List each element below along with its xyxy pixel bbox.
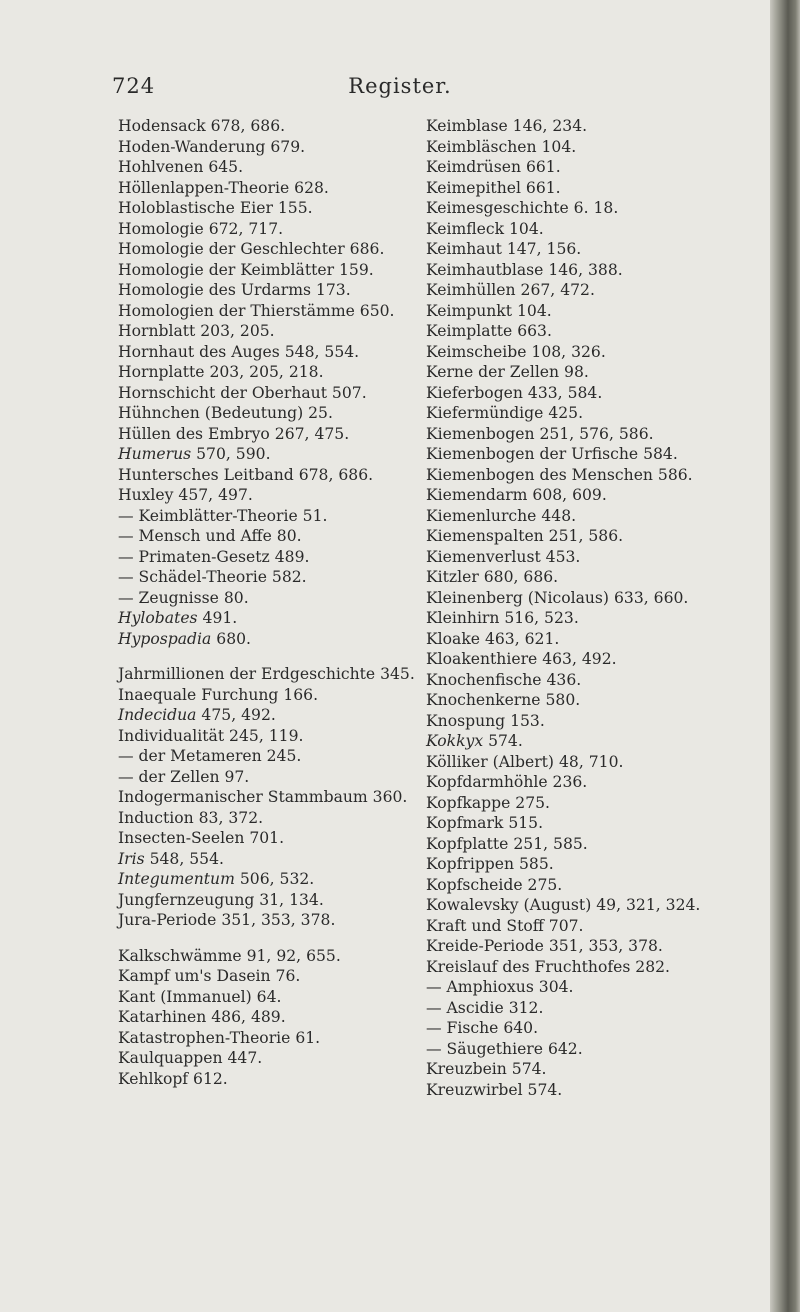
index-entry: Kowalevsky (August) 49, 321, 324. xyxy=(426,896,701,914)
index-entry: Kopfscheide 275. xyxy=(426,875,563,894)
index-entry: Kant (Immanuel) 64. xyxy=(118,987,282,1006)
index-entry: Jahrmillionen der Erdgeschichte 345. xyxy=(118,665,415,683)
index-entry-pages: 475, 492. xyxy=(196,706,276,724)
index-entry-term: Hypospadia xyxy=(118,629,212,648)
page-title: Register. xyxy=(348,74,452,98)
index-entry: Homologie des Urdarms 173. xyxy=(118,281,351,299)
index-entry-pages: 680. xyxy=(211,629,252,648)
index-entry-pages: 548, 554. xyxy=(144,849,224,868)
index-entry: Hüllen des Embryo 267, 475. xyxy=(118,424,350,443)
index-entry: Kieferbogen 433, 584. xyxy=(426,383,603,402)
index-entry: Kitzler 680, 686. xyxy=(426,568,559,586)
index-entry: Kiemenbogen des Menschen 586. xyxy=(426,465,693,484)
index-entry: — Schädel-Theorie 582. xyxy=(118,568,307,586)
index-entry: Knochenkerne 580. xyxy=(426,691,581,709)
index-entry-pages: 570, 590. xyxy=(191,445,271,463)
index-entry xyxy=(118,444,408,465)
index-entry: Kiemenspalten 251, 586. xyxy=(426,527,624,545)
index-entry: Induction 83, 372. xyxy=(118,808,264,827)
index-entry xyxy=(118,608,408,629)
index-entry: Kampf um's Dasein 76. xyxy=(118,967,301,985)
index-entry: Kölliker (Albert) 48, 710. xyxy=(426,752,624,771)
index-entry: Individualität 245, 119. xyxy=(118,726,304,745)
index-entry-pages: 574. xyxy=(483,732,523,750)
index-entry: Kloakenthiere 463, 492. xyxy=(426,650,617,668)
index-entry: Hoden-Wanderung 679. xyxy=(118,137,306,156)
index-entry: Katastrophen-Theorie 61. xyxy=(118,1028,321,1047)
index-entry: Kiefermündige 425. xyxy=(426,404,584,422)
index-entry: Insecten-Seelen 701. xyxy=(118,829,285,847)
index-entry: Holoblastische Eier 155. xyxy=(118,199,313,217)
index-entry: Homologie der Geschlechter 686. xyxy=(118,240,385,258)
index-entry-term: Humerus xyxy=(118,445,192,463)
index-entry: Jura-Periode 351, 353, 378. xyxy=(118,911,336,929)
index-entry: — Primaten-Gesetz 489. xyxy=(118,547,310,566)
index-entry: Kreislauf des Fruchthofes 282. xyxy=(426,957,671,976)
index-entry: Keimhaut 147, 156. xyxy=(426,240,582,258)
index-entry: Hodensack 678, 686. xyxy=(118,117,286,135)
index-entry xyxy=(118,705,408,726)
index-entry: Kloake 463, 621. xyxy=(426,629,560,648)
index-entry: — Keimblätter-Theorie 51. xyxy=(118,506,328,525)
index-entry: Kreuzwirbel 574. xyxy=(426,1080,563,1099)
index-entry-term: Integumentum xyxy=(118,870,235,888)
index-entry: Keimepithel 661. xyxy=(426,178,561,197)
index-entry: — Fische 640. xyxy=(426,1019,539,1037)
index-entry: Keimhüllen 267, 472. xyxy=(426,281,595,299)
index-entry: Huntersches Leitband 678, 686. xyxy=(118,465,374,484)
index-entry: Homologie der Keimblätter 159. xyxy=(118,260,374,279)
index-entry: — Ascidie 312. xyxy=(426,998,544,1017)
index-column-right xyxy=(426,116,778,1100)
index-entry: Kaulquappen 447. xyxy=(118,1049,263,1067)
index-entry: Keimdrüsen 661. xyxy=(426,158,561,176)
index-entry: Kleinhirn 516, 523. xyxy=(426,609,579,627)
index-entry: Höllenlappen-Theorie 628. xyxy=(118,178,329,197)
index-entry: Knospung 153. xyxy=(426,711,545,730)
index-entry: Homologien der Thierstämme 650. xyxy=(118,301,395,320)
index-entry: Kopfdarmhöhle 236. xyxy=(426,773,588,791)
index-entry: Knochenfische 436. xyxy=(426,670,582,689)
index-entry: Hornschicht der Oberhaut 507. xyxy=(118,383,367,402)
index-entry: — Zeugnisse 80. xyxy=(118,588,249,607)
index-entry: Kopfmark 515. xyxy=(426,814,544,832)
index-column-left xyxy=(118,116,415,1089)
index-entry: Huxley 457, 497. xyxy=(118,486,253,504)
index-entry: Kopfrippen 585. xyxy=(426,855,554,873)
index-entry-term: Indecidua xyxy=(118,706,197,724)
index-entry: Hornplatte 203, 205, 218. xyxy=(118,363,324,381)
index-entry: Keimscheibe 108, 326. xyxy=(426,342,606,361)
index-entry-term: Hylobates xyxy=(118,609,198,627)
index-entry: Hornblatt 203, 205. xyxy=(118,322,275,340)
page-number: 724 xyxy=(112,74,156,98)
index-entry: — Mensch und Affe 80. xyxy=(118,527,302,545)
index-entry: Hühnchen (Bedeutung) 25. xyxy=(118,404,333,422)
index-entry xyxy=(118,849,408,870)
index-entry: Kreuzbein 574. xyxy=(426,1060,547,1078)
index-entry: Inaequale Furchung 166. xyxy=(118,685,319,704)
index-entry: Indogermanischer Stammbaum 360. xyxy=(118,788,408,806)
index-entry: Keimfleck 104. xyxy=(426,219,544,238)
index-entry xyxy=(426,731,778,752)
index-entry: Keimblase 146, 234. xyxy=(426,117,588,135)
index-entry: Kiemenbogen 251, 576, 586. xyxy=(426,424,654,443)
index-entry: Kiemenbogen der Urfische 584. xyxy=(426,445,678,463)
index-entry: Hornhaut des Auges 548, 554. xyxy=(118,342,360,361)
index-entry-term: Kokkyx xyxy=(426,732,484,750)
index-entry: Katarhinen 486, 489. xyxy=(118,1008,286,1026)
index-entry: — Amphioxus 304. xyxy=(426,978,574,996)
index-entry: Kreide-Periode 351, 353, 378. xyxy=(426,937,663,955)
index-entry-pages: 491. xyxy=(197,609,238,627)
index-entry: — Säugethiere 642. xyxy=(426,1039,583,1058)
index-entry: Keimpunkt 104. xyxy=(426,301,552,320)
index-entry: Keimhautblase 146, 388. xyxy=(426,260,623,279)
index-entry-term: Iris xyxy=(118,849,145,868)
index-entry: Kehlkopf 612. xyxy=(118,1069,228,1088)
index-entry: Kerne der Zellen 98. xyxy=(426,363,589,381)
index-entry: — der Metameren 245. xyxy=(118,747,302,765)
index-entry: Kiemenlurche 448. xyxy=(426,506,577,525)
index-entry: Kiemenverlust 453. xyxy=(426,547,581,566)
index-entry xyxy=(118,869,408,890)
index-entry: — der Zellen 97. xyxy=(118,767,250,786)
index-entry: Kopfplatte 251, 585. xyxy=(426,834,588,853)
index-entry: Homologie 672, 717. xyxy=(118,219,284,238)
index-entry: Keimesgeschichte 6. 18. xyxy=(426,199,619,217)
index-entry: Keimbläschen 104. xyxy=(426,137,577,156)
index-entry: Kiemendarm 608, 609. xyxy=(426,486,607,504)
index-entry: Kraft und Stoff 707. xyxy=(426,916,584,935)
index-entry: Kleinenberg (Nicolaus) 633, 660. xyxy=(426,588,689,607)
index-entry xyxy=(118,629,408,650)
index-entry: Kalkschwämme 91, 92, 655. xyxy=(118,946,341,965)
index-entry: Jungfernzeugung 31, 134. xyxy=(118,890,324,909)
index-entry: Hohlvenen 645. xyxy=(118,158,244,176)
index-entry: Kopfkappe 275. xyxy=(426,793,550,812)
index-entry-pages: 506, 532. xyxy=(234,870,315,888)
index-entry: Keimplatte 663. xyxy=(426,322,552,340)
